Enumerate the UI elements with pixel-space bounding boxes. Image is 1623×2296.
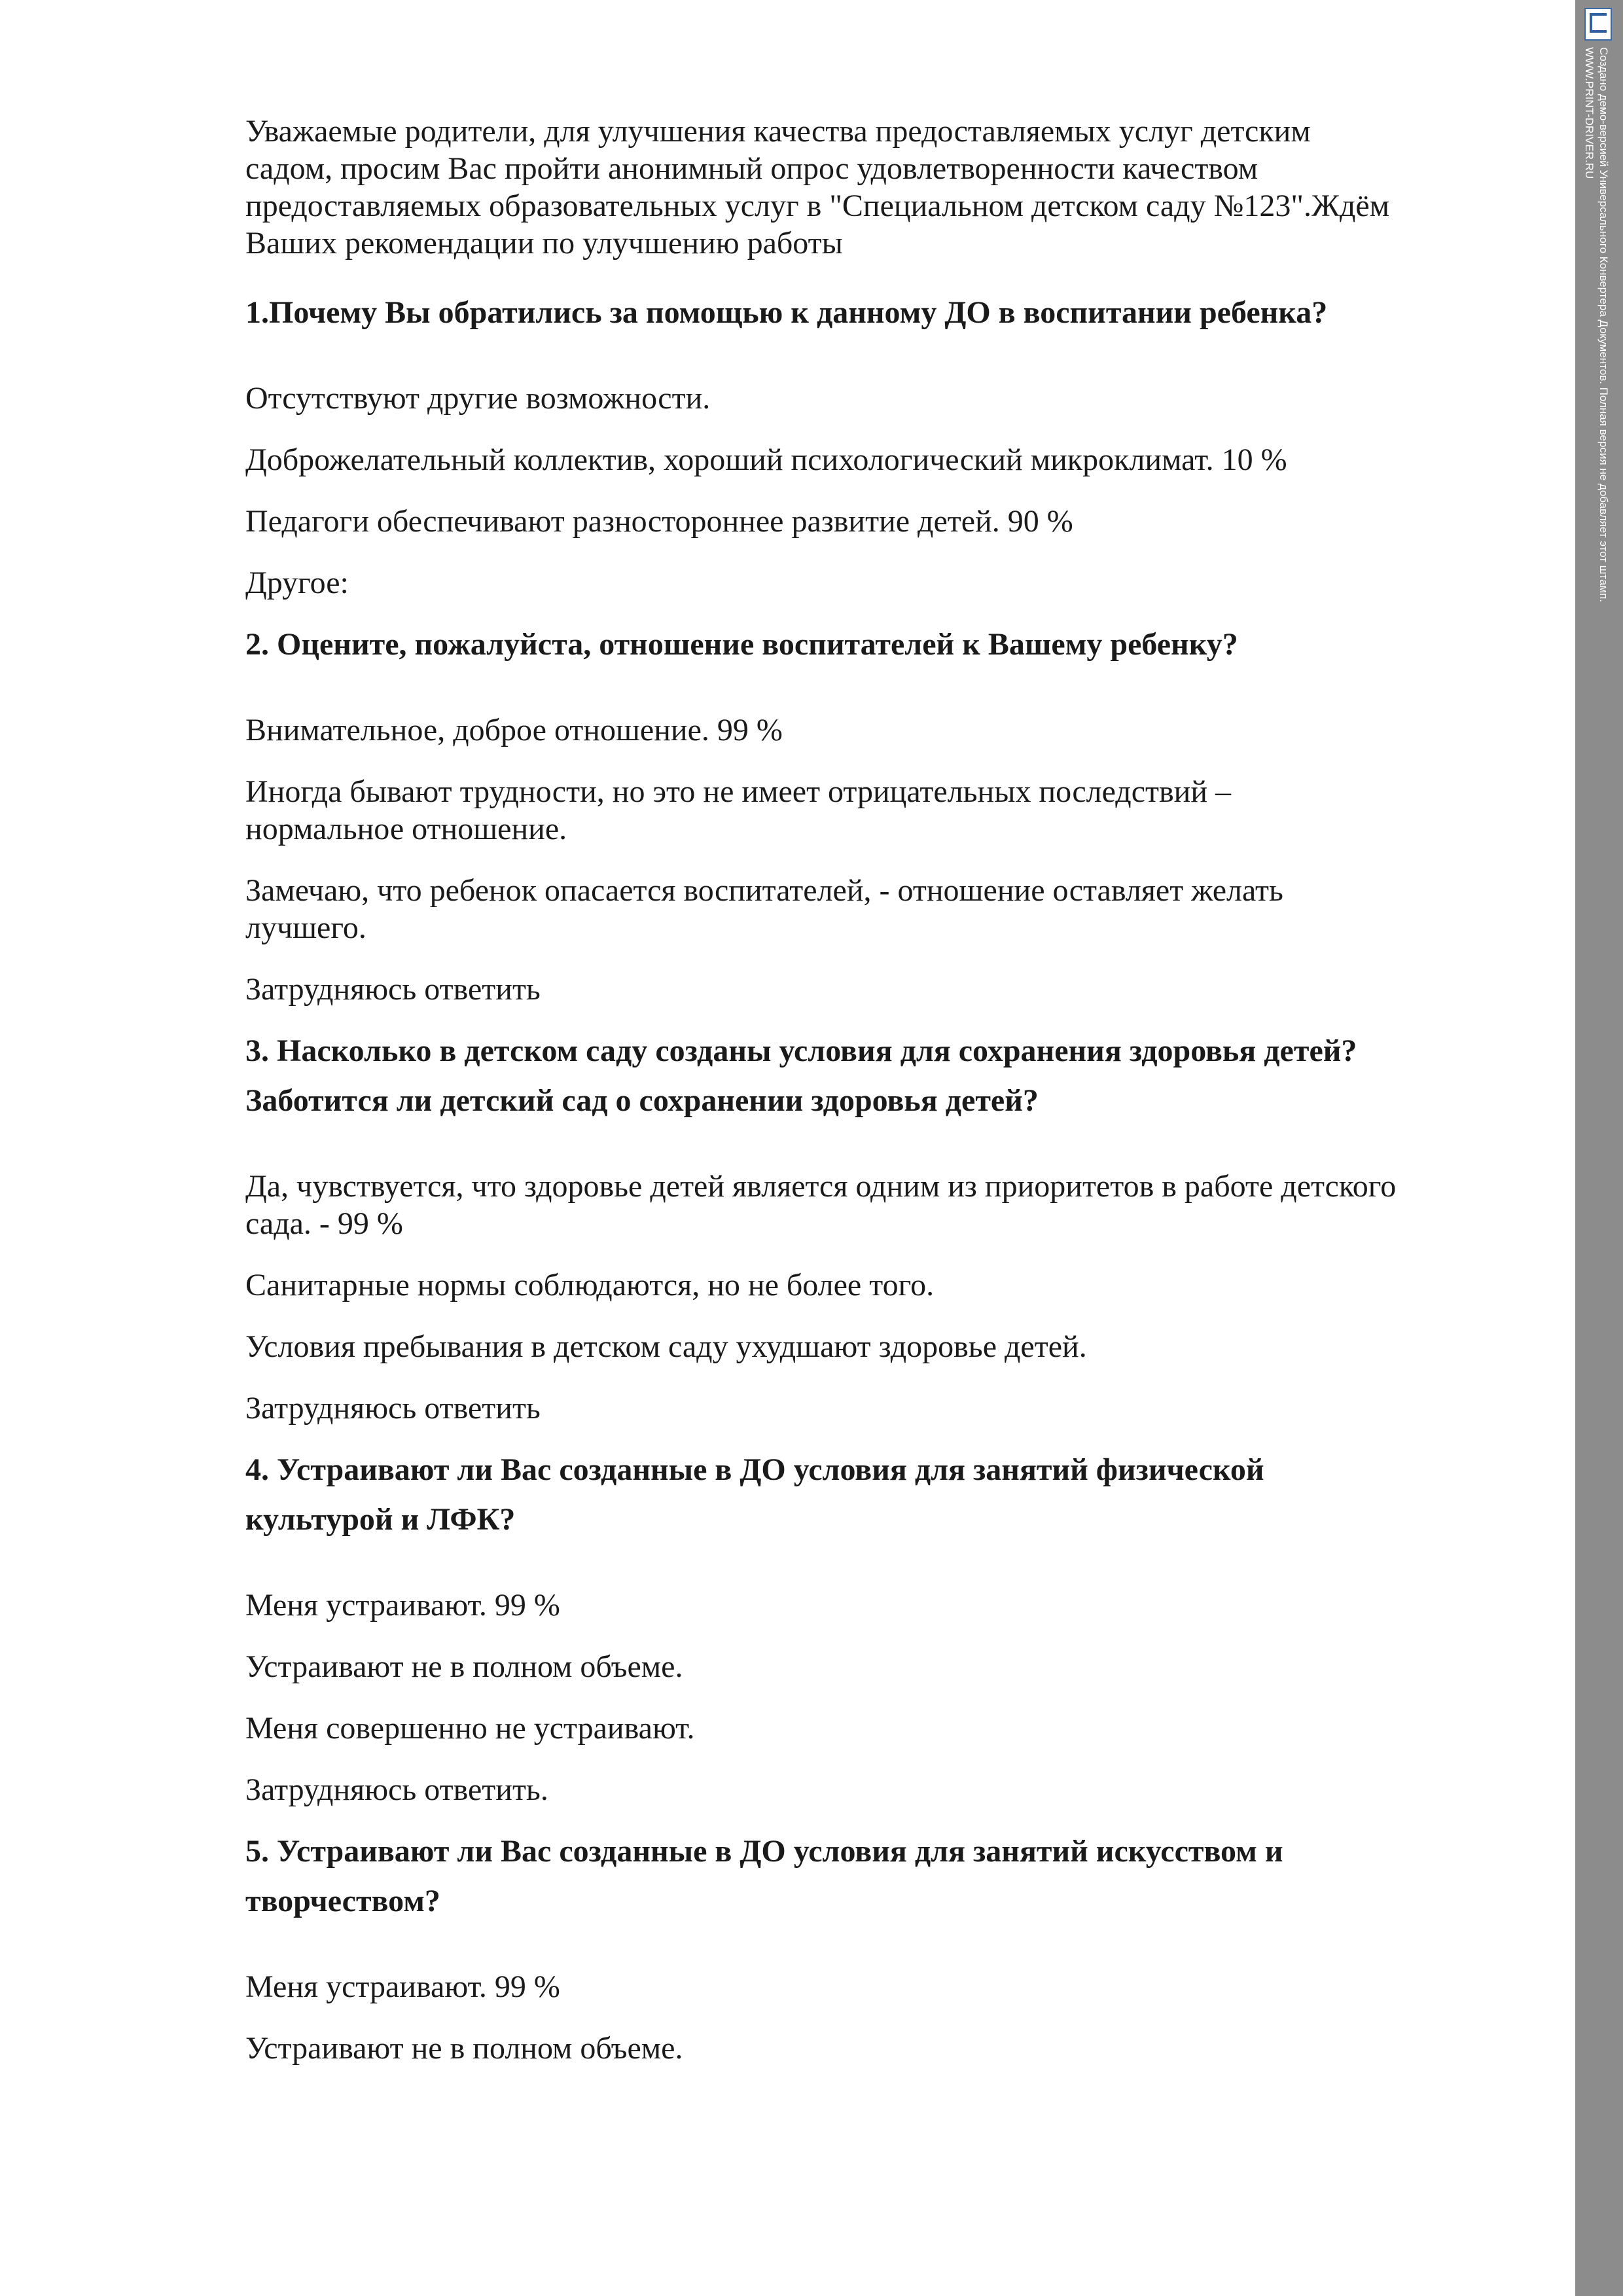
answer-option: Санитарные нормы соблюдаются, но не более того. <box>245 1268 935 1302</box>
answer-list-4 <box>245 1587 1397 1808</box>
answer-option: Меня устраивают. 99 % <box>245 1588 560 1623</box>
answer-list-2 <box>245 711 1397 1008</box>
answer-option: Меня устраивают. 99 % <box>245 1969 560 2004</box>
question-title-4: 4. Устраивают ли Вас созданные в ДО условия для занятий физической культурой и ЛФК? <box>245 1452 1264 1537</box>
answer-option: Другое: <box>245 565 349 600</box>
question-block-1 <box>245 288 1397 601</box>
answer-list-3 <box>245 1168 1397 1427</box>
answer-option: Затрудняюсь ответить <box>245 972 541 1007</box>
answer-list-5 <box>245 1968 1397 2067</box>
question-title-3: 3. Насколько в детском саду созданы условия для сохранения здоровья детей? Заботится ли детский сад о сохранении здоровья детей? <box>245 1033 1357 1118</box>
question-block-3 <box>245 1026 1397 1427</box>
answer-option: Иногда бывают трудности, но это не имеет отрицательных последствий – нормальное отношение. <box>245 774 1232 846</box>
question-block-5 <box>245 1827 1397 2067</box>
stamp-line-2: WWW.PRINT-DRIVER.RU <box>1583 47 1596 179</box>
question-title-5: 5. Устраивают ли Вас созданные в ДО условия для занятий искусством и творчеством? <box>245 1834 1283 1918</box>
answer-option: Устраивают не в полном объеме. <box>245 2031 683 2066</box>
answer-option: Педагоги обеспечивают разностороннее развитие детей. 90 % <box>245 504 1073 539</box>
converter-logo-icon <box>1584 8 1612 41</box>
answer-option: Устраивают не в полном объеме. <box>245 1649 683 1684</box>
answer-option: Меня совершенно не устраивают. <box>245 1711 695 1746</box>
intro-paragraph: Уважаемые родители, для улучшения качества предоставляемых услуг детским садом, просим Вас пройти анонимный опрос удовлетворенности качеством предоставляемых образовательных услуг в "Специальном детском саду №123".Ждём Ваших рекомендации по улучшению работы <box>245 114 1390 260</box>
answer-option: Затрудняюсь ответить. <box>245 1772 548 1807</box>
stamp-line-1: Создано демо-версией Универсального Конвертера Документов. Полная версия не добавляет этот штамп. <box>1597 47 1610 603</box>
answer-option: Доброжелательный коллектив, хороший психологический микроклимат. 10 % <box>245 442 1287 477</box>
document-page <box>245 113 1397 2067</box>
stamp-text <box>1582 47 1611 602</box>
answer-option: Да, чувствуется, что здоровье детей является одним из приоритетов в работе детского сада. - 99 % <box>245 1169 1397 1241</box>
answer-option: Затрудняюсь ответить <box>245 1391 541 1426</box>
question-title-1: 1.Почему Вы обратились за помощью к данному ДО в воспитании ребенка? <box>245 295 1328 330</box>
answer-option: Условия пребывания в детском саду ухудшают здоровье детей. <box>245 1329 1087 1364</box>
answer-option: Внимательное, доброе отношение. 99 % <box>245 713 783 747</box>
answer-option: Замечаю, что ребенок опасается воспитателей, - отношение оставляет желать лучшего. <box>245 873 1283 945</box>
demo-stamp-bar <box>1575 0 1623 2296</box>
answer-option: Отсутствуют другие возможности. <box>245 381 711 416</box>
question-block-4 <box>245 1445 1397 1808</box>
answer-list-1 <box>245 380 1397 601</box>
stamp-text-area <box>1580 47 1617 662</box>
question-block-2 <box>245 620 1397 1008</box>
question-title-2: 2. Оцените, пожалуйста, отношение воспитателей к Вашему ребенку? <box>245 627 1238 662</box>
